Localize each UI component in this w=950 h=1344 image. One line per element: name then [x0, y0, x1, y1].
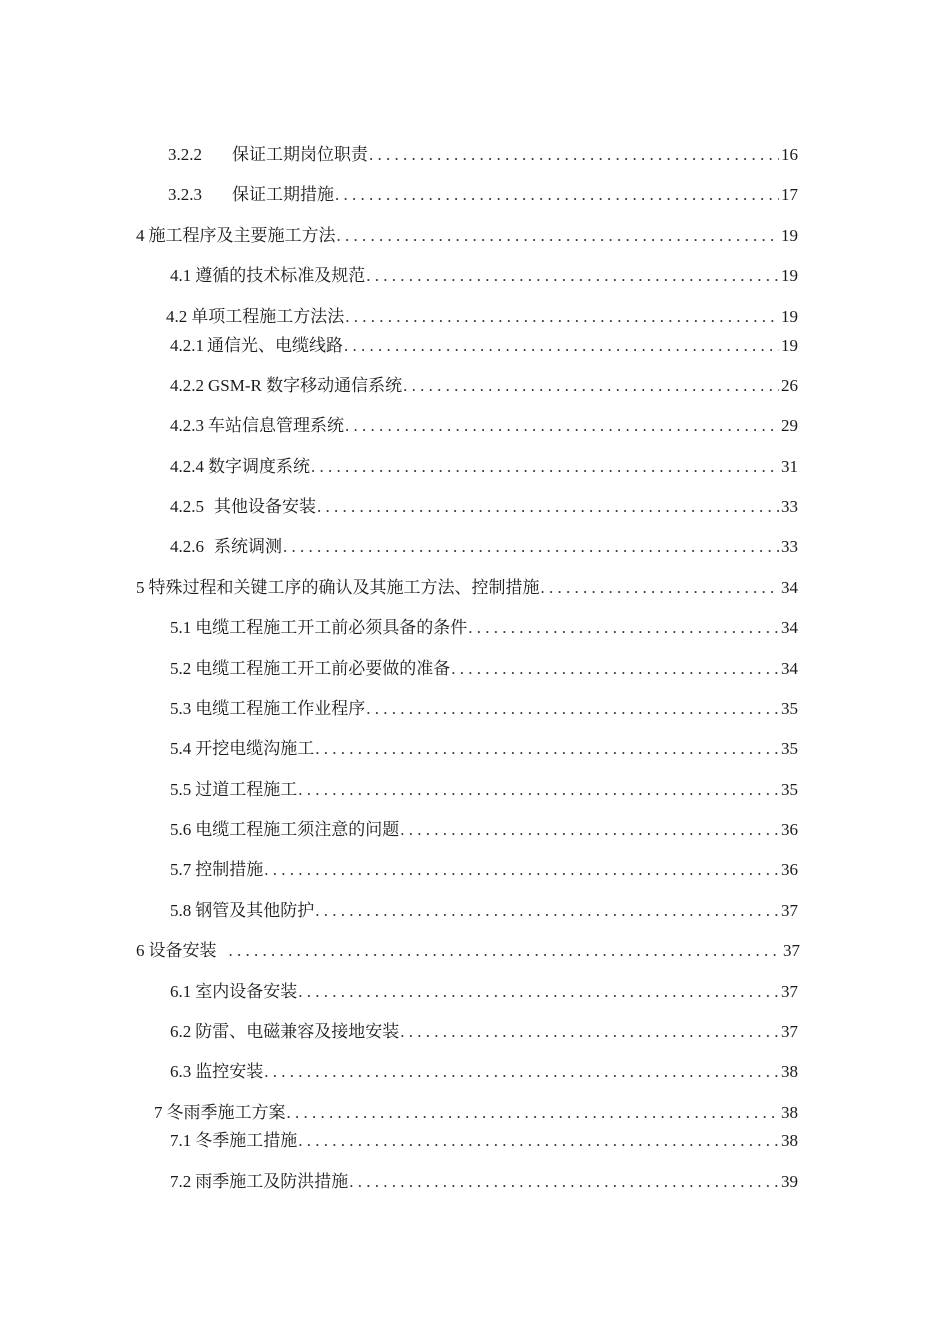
toc-entry[interactable] [170, 617, 798, 639]
toc-entry[interactable] [170, 335, 798, 357]
toc-entry-number: 5 [136, 578, 145, 597]
toc-entry-page: 19 [781, 226, 798, 245]
toc-leader-dots [337, 225, 780, 247]
toc-entry-number: 6.1 [170, 982, 192, 1001]
toc-entry[interactable] [170, 738, 798, 760]
toc-entry-page: 35 [781, 739, 798, 758]
toc-entry-page: 37 [783, 941, 800, 960]
toc-entry-page: 35 [781, 780, 798, 799]
toc-entry-page: 19 [781, 266, 798, 285]
toc-entry[interactable] [170, 779, 798, 801]
toc-leader-dots [366, 265, 779, 287]
toc-entry[interactable] [170, 456, 798, 478]
toc-entry-title: 电缆工程施工开工前必要做的准备 [195, 659, 451, 678]
toc-entry-number: 5.6 [170, 820, 192, 839]
toc-entry-title: 单项工程施工方法法 [191, 307, 345, 326]
toc-entry-page: 38 [781, 1062, 798, 1081]
toc-entry[interactable] [166, 306, 798, 328]
toc-entry-number: 4.2 [166, 307, 188, 326]
toc-entry-page: 17 [781, 185, 798, 204]
toc-leader-dots [283, 536, 779, 558]
toc-entry-page: 34 [781, 578, 798, 597]
toc-entry-title: 电缆工程施工开工前必须具备的条件 [195, 618, 468, 637]
toc-entry-number: 7 [154, 1103, 163, 1122]
toc-entry-title: 冬季施工措施 [195, 1131, 298, 1150]
toc-leader-dots [315, 738, 779, 760]
toc-leader-dots [349, 1171, 779, 1193]
toc-entry-title: 控制措施 [195, 860, 264, 879]
toc-leader-dots [335, 184, 779, 206]
toc-entry-number: 4.1 [170, 266, 192, 285]
toc-entry-number: 5.5 [170, 780, 192, 799]
toc-entry[interactable] [170, 415, 798, 437]
toc-entry-title: 监控安装 [195, 1062, 264, 1081]
toc-entry-title: 车站信息管理系统 [208, 416, 344, 435]
toc-entry-title: 电缆工程施工作业程序 [195, 699, 366, 718]
toc-leader-dots [311, 456, 779, 478]
toc-leader-dots [298, 1130, 779, 1152]
toc-entry-title: 电缆工程施工须注意的问题 [195, 820, 400, 839]
toc-entry-page: 31 [781, 457, 798, 476]
toc-entry-number: 7.1 [170, 1131, 192, 1150]
toc-entry-number: 5.2 [170, 659, 192, 678]
toc-entry[interactable] [168, 184, 798, 206]
toc-entry-number: 4.2.2 [170, 376, 204, 395]
toc-entry-number: 4.2.5 [170, 497, 204, 516]
toc-entry[interactable] [168, 144, 798, 166]
toc-entry-number: 3.2.3 [168, 185, 202, 204]
toc-entry[interactable] [170, 1021, 798, 1043]
toc-entry[interactable] [170, 981, 798, 1003]
toc-entry[interactable] [170, 536, 798, 558]
toc-entry-number: 4.2.4 [170, 457, 204, 476]
toc-entry-page: 36 [781, 820, 798, 839]
toc-entry[interactable] [170, 698, 798, 720]
toc-entry-title: 过道工程施工 [195, 780, 298, 799]
toc-entry-title: GSM-R 数字移动通信系统 [208, 376, 403, 395]
toc-leader-dots [298, 779, 779, 801]
toc-entry-number: 3.2.2 [168, 145, 202, 164]
toc-entry-title: 其他设备安装 [214, 497, 316, 516]
toc-entry-page: 35 [781, 699, 798, 718]
toc-entry-title: 保证工期岗位职责 [232, 145, 368, 164]
toc-entry[interactable] [136, 940, 800, 962]
toc-entry-title: 防雷、电磁兼容及接地安装 [195, 1022, 400, 1041]
toc-entry-title: 开挖电缆沟施工 [195, 739, 315, 758]
toc-entry-page: 36 [781, 860, 798, 879]
toc-entry-title: 遵循的技术标准及规范 [195, 266, 366, 285]
toc-entry-number: 4.2.1 [170, 336, 204, 355]
toc-leader-dots [400, 819, 779, 841]
toc-leader-dots [345, 306, 779, 328]
toc-entry[interactable] [170, 900, 798, 922]
toc-leader-dots [298, 981, 779, 1003]
toc-leader-dots [287, 1102, 780, 1124]
toc-entry-title: 系统调测 [214, 537, 282, 556]
toc-leader-dots [541, 577, 780, 599]
toc-leader-dots [345, 415, 779, 437]
toc-entry-number: 6.3 [170, 1062, 192, 1081]
toc-leader-dots [403, 375, 779, 397]
toc-entry-page: 34 [781, 618, 798, 637]
toc-entry[interactable] [170, 1130, 798, 1152]
toc-entry-number: 4 [136, 226, 145, 245]
toc-leader-dots [315, 900, 779, 922]
toc-entry-number: 5.1 [170, 618, 192, 637]
toc-leader-dots [369, 144, 779, 166]
toc-leader-dots [344, 335, 779, 357]
toc-entry-page: 19 [781, 336, 798, 355]
toc-entry-number: 5.3 [170, 699, 192, 718]
toc-entry-page: 19 [781, 307, 798, 326]
toc-entry[interactable] [170, 859, 798, 881]
toc-entry-title: 钢管及其他防护 [195, 901, 315, 920]
toc-entry-number: 4.2.3 [170, 416, 204, 435]
toc-leader-dots [400, 1021, 779, 1043]
toc-entry[interactable] [136, 225, 798, 247]
toc-entry-page: 38 [781, 1103, 798, 1122]
toc-entry-title: 设备安装 [148, 941, 217, 960]
toc-entry[interactable] [170, 1171, 798, 1193]
toc-entry[interactable] [154, 1102, 798, 1124]
toc-entry-number: 7.2 [170, 1172, 192, 1191]
toc-leader-dots [264, 1061, 779, 1083]
toc-entry[interactable] [136, 577, 798, 599]
toc-entry[interactable] [170, 1061, 798, 1083]
toc-entry-page: 39 [781, 1172, 798, 1191]
toc-entry-number: 5.4 [170, 739, 192, 758]
toc-entry-title: 保证工期措施 [232, 185, 334, 204]
toc-entry-page: 26 [781, 376, 798, 395]
toc-entry-page: 37 [781, 1022, 798, 1041]
toc-entry-title: 室内设备安装 [195, 982, 298, 1001]
toc-entry-number: 5.8 [170, 901, 192, 920]
toc-leader-dots [229, 940, 782, 962]
toc-entry[interactable] [170, 819, 798, 841]
toc-entry-page: 16 [781, 145, 798, 164]
toc-entry-title: 雨季施工及防洪措施 [195, 1172, 349, 1191]
toc-entry-page: 38 [781, 1131, 798, 1150]
toc-entry-title: 施工程序及主要施工方法 [148, 226, 336, 245]
toc-entry-number: 6 [136, 941, 145, 960]
toc-entry-page: 33 [781, 537, 798, 556]
toc-entry-number: 6.2 [170, 1022, 192, 1041]
toc-entry[interactable] [170, 375, 798, 397]
toc-entry-number: 4.2.6 [170, 537, 204, 556]
toc-entry-title: 通信光、电缆线路 [207, 336, 343, 355]
toc-entry[interactable] [170, 496, 798, 518]
toc-entry-page: 37 [781, 982, 798, 1001]
toc-entry-page: 37 [781, 901, 798, 920]
toc-entry[interactable] [170, 265, 798, 287]
toc-entry-page: 29 [781, 416, 798, 435]
toc-entry-number: 5.7 [170, 860, 192, 879]
toc-entry[interactable] [170, 658, 798, 680]
toc-leader-dots [468, 617, 779, 639]
toc-entry-title: 数字调度系统 [208, 457, 310, 476]
toc-entry-page: 34 [781, 659, 798, 678]
toc-leader-dots [451, 658, 779, 680]
toc-entry-title: 特殊过程和关键工序的确认及其施工方法、控制措施 [148, 578, 540, 597]
toc-entry-page: 33 [781, 497, 798, 516]
toc-leader-dots [317, 496, 779, 518]
toc-leader-dots [264, 859, 779, 881]
toc-leader-dots [366, 698, 779, 720]
toc-entry-title: 冬雨季施工方案 [166, 1103, 286, 1122]
